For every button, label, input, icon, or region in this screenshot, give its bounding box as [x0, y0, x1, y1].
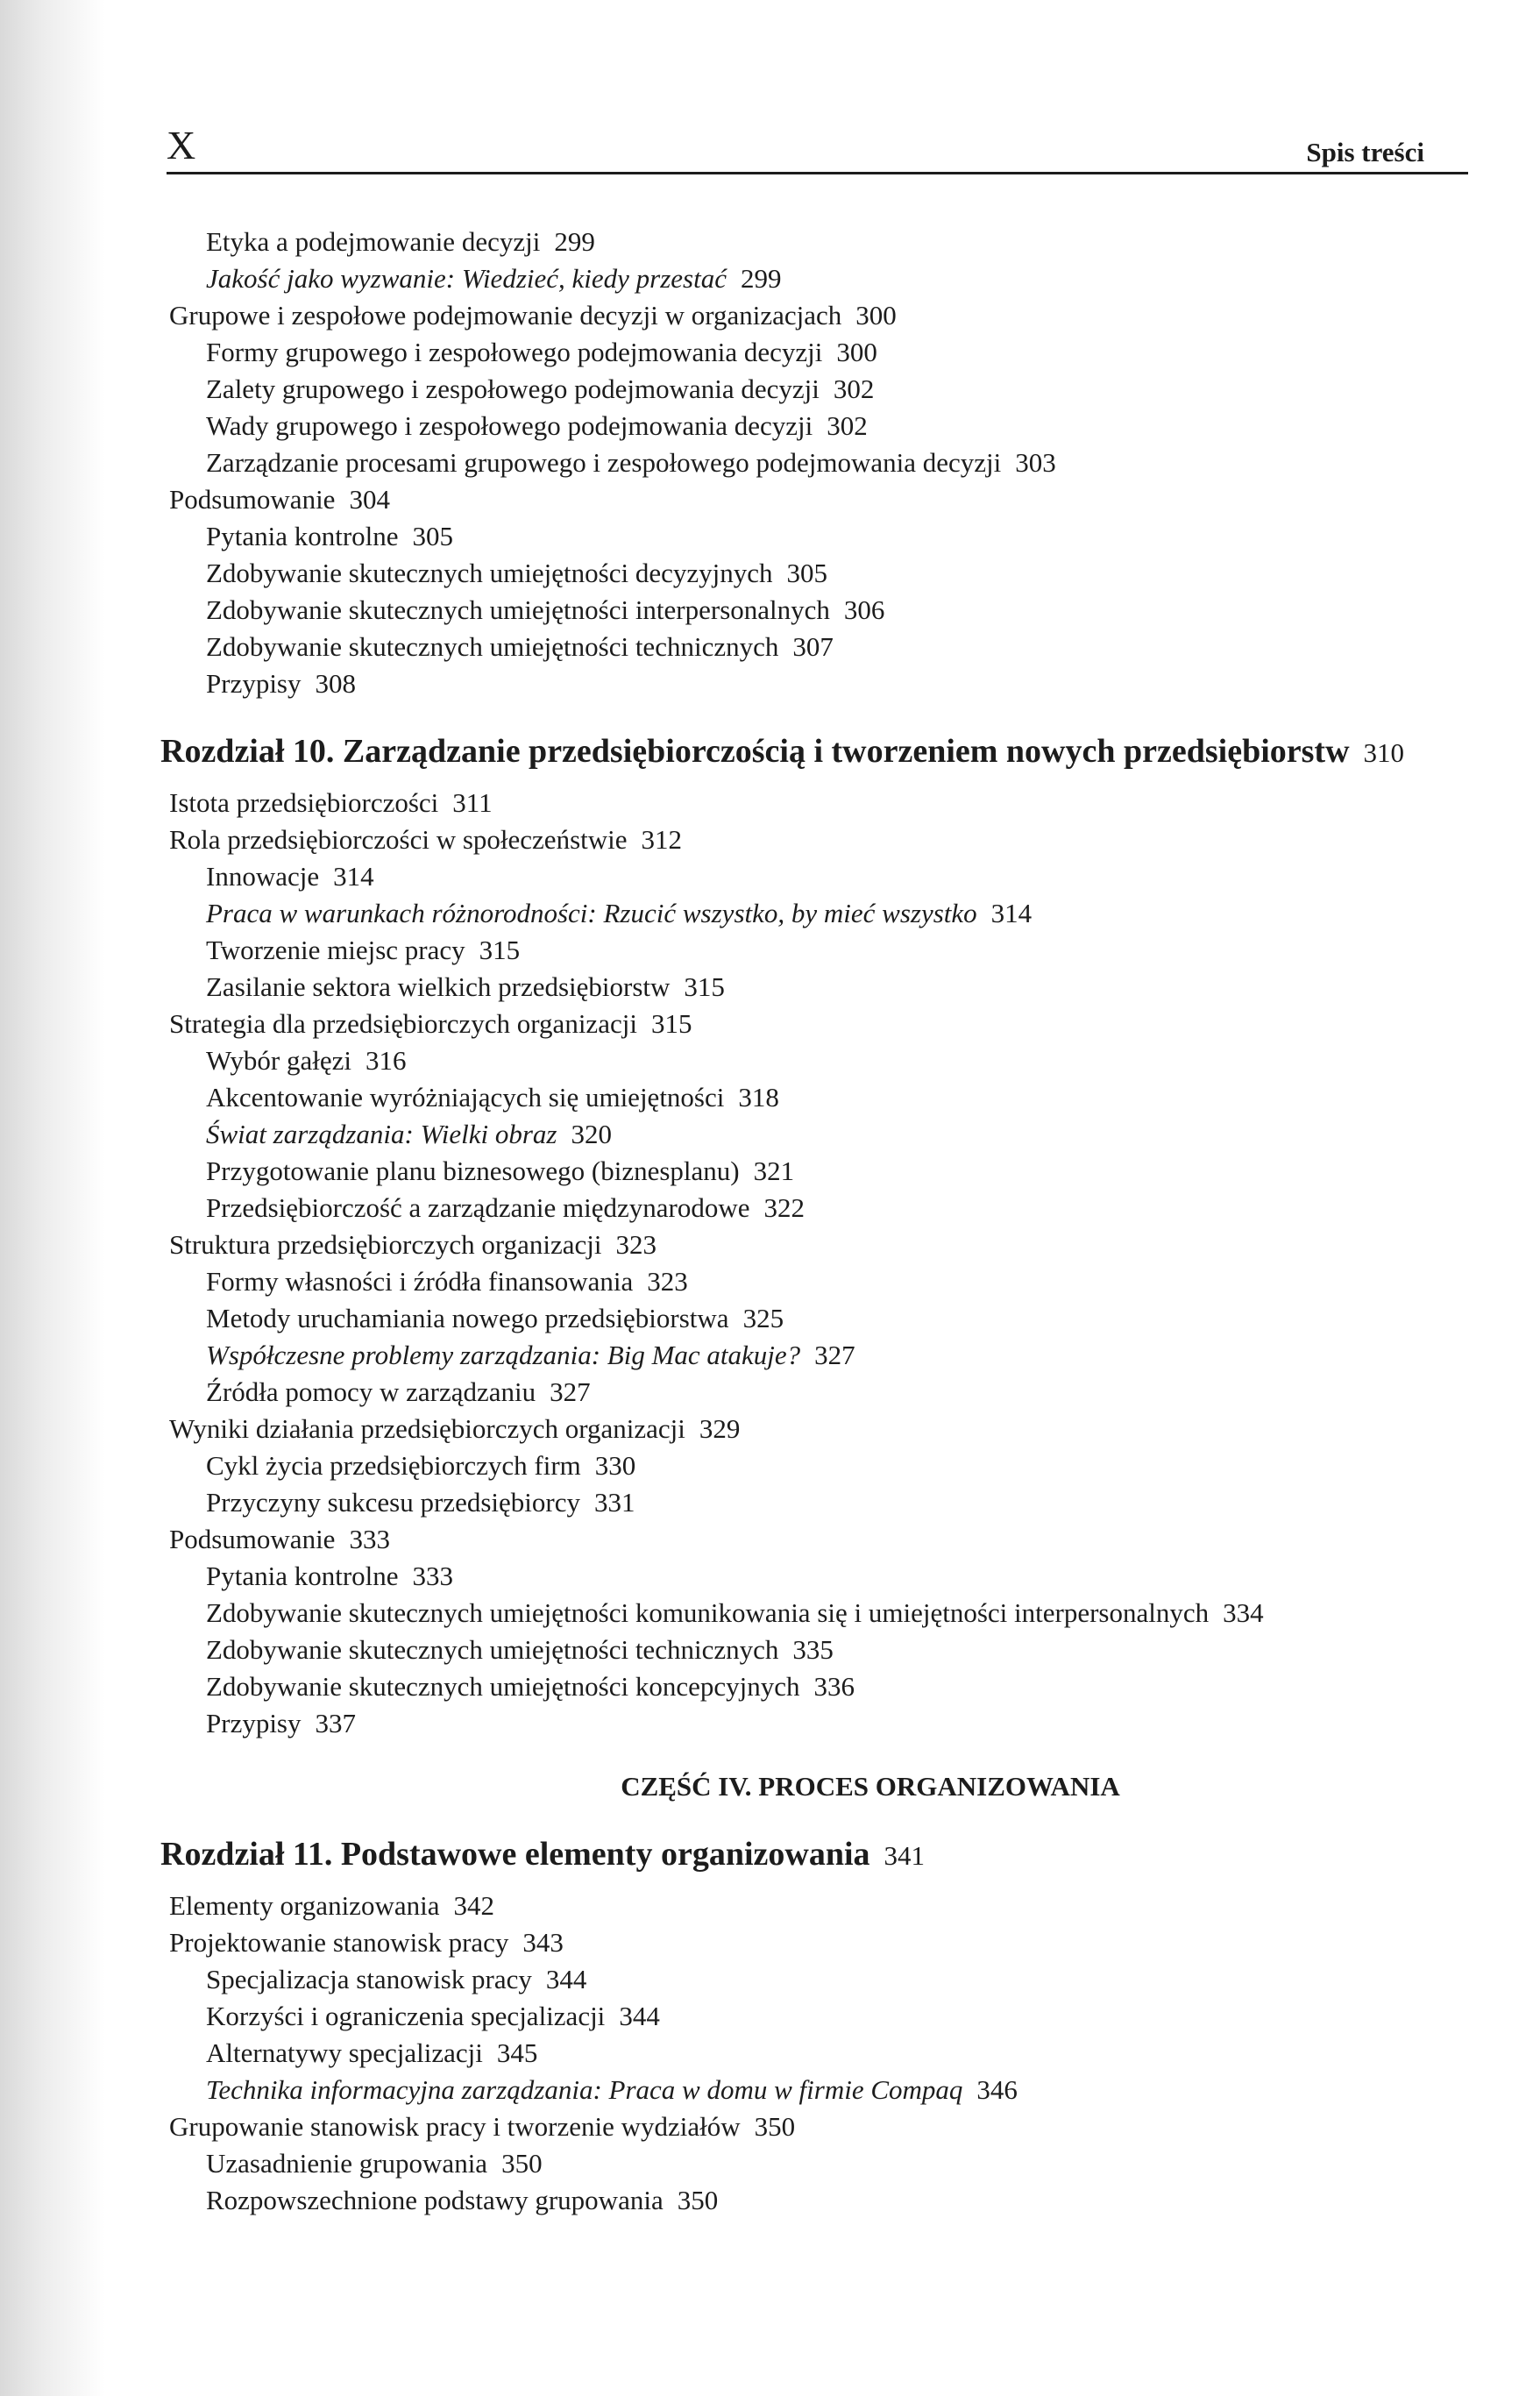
toc-entry-title: Elementy organizowania: [169, 1890, 440, 1921]
toc-entry[interactable]: [160, 1374, 1475, 1411]
toc-entry-title: Cykl życia przedsiębiorczych firm: [206, 1450, 581, 1481]
toc-entry[interactable]: [160, 1558, 1475, 1595]
toc-entry-title: Świat zarządzania: Wielki obraz: [206, 1119, 557, 1149]
toc-entry[interactable]: [160, 1411, 1475, 1447]
toc-entry[interactable]: [160, 1042, 1475, 1079]
toc-entry[interactable]: [160, 297, 1475, 334]
toc-entry[interactable]: [160, 665, 1475, 702]
toc-entry-page: 323: [615, 1229, 657, 1260]
toc-entry-title: Grupowe i zespołowe podejmowanie decyzji w organizacjach: [169, 300, 842, 331]
toc-entry[interactable]: [160, 1521, 1475, 1558]
chapter-title: Rozdział 11. Podstawowe elementy organizowania: [160, 1836, 870, 1873]
toc-entry-title: Wady grupowego i zespołowego podejmowania decyzji: [206, 410, 813, 441]
toc-entry-page: 304: [349, 484, 390, 515]
toc-entry-title: Metody uruchamiania nowego przedsiębiorstwa: [206, 1303, 729, 1333]
toc-entry-page: 312: [641, 824, 683, 855]
toc-entry-page: 337: [315, 1708, 356, 1738]
toc-entry-title: Źródła pomocy w zarządzaniu: [206, 1376, 536, 1407]
toc-entry-title: Podsumowanie: [169, 1524, 336, 1554]
toc-entry[interactable]: [160, 1632, 1475, 1668]
toc-entry[interactable]: [160, 1300, 1475, 1337]
toc-entry-title: Zdobywanie skutecznych umiejętności technicznych: [206, 1634, 779, 1665]
toc-entry[interactable]: [160, 1668, 1475, 1705]
toc-entry[interactable]: [160, 1006, 1475, 1042]
toc-entry-page: 311: [452, 787, 493, 818]
toc-entry-page: 307: [792, 631, 834, 662]
scan-shadow: [0, 0, 105, 2396]
toc-entry-title: Specjalizacja stanowisk pracy: [206, 1964, 532, 1994]
toc-entry-page: 305: [786, 558, 827, 588]
toc-entry[interactable]: [160, 444, 1475, 481]
toc-entry-title: Zdobywanie skutecznych umiejętności interpersonalnych: [206, 594, 830, 625]
toc-entry-page: 330: [594, 1450, 636, 1481]
running-title: Spis treści: [1306, 137, 1424, 167]
toc-entry-title: Rozpowszechnione podstawy grupowania: [206, 2185, 664, 2215]
toc-entry[interactable]: [160, 555, 1475, 592]
toc-entry-page: 346: [976, 2074, 1018, 2105]
toc-entry-page: 321: [753, 1155, 795, 1186]
toc-entry-page: 333: [412, 1561, 454, 1591]
toc-entry-title: Tworzenie miejsc pracy: [206, 935, 465, 965]
toc-entry[interactable]: [160, 895, 1475, 932]
toc-entry-title: Pytania kontrolne: [206, 521, 399, 551]
toc-entry[interactable]: [160, 1079, 1475, 1116]
toc-entry-title: Wybór gałęzi: [206, 1045, 351, 1076]
toc-entry-title: Zalety grupowego i zespołowego podejmowania decyzji: [206, 373, 820, 404]
toc-entry-title: Uzasadnienie grupowania: [206, 2148, 488, 2179]
toc-entry-title: Jakość jako wyzwanie: Wiedzieć, kiedy przestać: [206, 263, 727, 294]
toc-entry-page: 335: [792, 1634, 834, 1665]
toc-entry[interactable]: [160, 1998, 1475, 2035]
toc-entry-page: 315: [479, 935, 521, 965]
toc-entry-page: 315: [684, 971, 725, 1002]
chapter-heading[interactable]: [160, 1831, 1475, 1879]
toc-entry-title: Zasilanie sektora wielkich przedsiębiorstw: [206, 971, 671, 1002]
toc-entry[interactable]: [160, 1705, 1475, 1742]
toc-entry[interactable]: [160, 260, 1475, 297]
toc-entry[interactable]: [160, 2182, 1475, 2219]
toc-entry-title: Przypisy: [206, 668, 302, 699]
toc-entry[interactable]: [160, 1484, 1475, 1521]
toc-entry-title: Zdobywanie skutecznych umiejętności koncepcyjnych: [206, 1671, 800, 1702]
toc-entry-title: Technika informacyjna zarządzania: Praca w domu w firmie Compaq: [206, 2074, 963, 2105]
toc-entry[interactable]: [160, 2072, 1475, 2108]
toc-entry-page: 342: [453, 1890, 494, 1921]
toc-entry-title: Przedsiębiorczość a zarządzanie międzynarodowe: [206, 1192, 750, 1223]
toc-entry-title: Grupowanie stanowisk pracy i tworzenie wydziałów: [169, 2111, 741, 2142]
toc-entry-page: 299: [740, 263, 782, 294]
toc-entry-page: 314: [333, 861, 374, 892]
toc-entry[interactable]: [160, 932, 1475, 969]
part-heading: CZĘŚĆ IV. PROCES ORGANIZOWANIA: [621, 1771, 1120, 1802]
toc-entry-title: Alternatywy specjalizacji: [206, 2037, 483, 2068]
toc-entry-page: 300: [855, 300, 897, 331]
toc-entry[interactable]: [160, 1153, 1475, 1190]
toc-entry[interactable]: [160, 2108, 1475, 2145]
toc-entry-page: 331: [593, 1487, 635, 1518]
toc-entry-title: Zdobywanie skutecznych umiejętności komunikowania się i umiejętności interpersonalnych: [206, 1597, 1210, 1628]
toc-entry-page: 323: [647, 1266, 688, 1297]
toc-entry-title: Akcentowanie wyróżniających się umiejętności: [206, 1082, 725, 1113]
toc-entry[interactable]: [160, 785, 1475, 821]
toc-entry-title: Formy grupowego i zespołowego podejmowania decyzji: [206, 337, 823, 367]
toc-entry-title: Korzyści i ograniczenia specjalizacji: [206, 2001, 606, 2031]
toc-entry-title: Struktura przedsiębiorczych organizacji: [169, 1229, 602, 1260]
toc-entry-page: 322: [763, 1192, 805, 1223]
toc-entry-title: Zdobywanie skutecznych umiejętności technicznych: [206, 631, 779, 662]
chapter-page-number: 310: [1363, 737, 1405, 768]
toc-entry[interactable]: [160, 1190, 1475, 1226]
toc-entry[interactable]: [160, 969, 1475, 1006]
header-rule: [167, 172, 1468, 174]
toc-entry-page: 343: [522, 1927, 564, 1958]
toc-entry-page: 325: [742, 1303, 784, 1333]
page-header: [167, 123, 1468, 175]
toc-entry[interactable]: [160, 1924, 1475, 1961]
toc-entry[interactable]: [160, 2145, 1475, 2182]
toc-entry-page: 334: [1223, 1597, 1264, 1628]
chapter-page-number: 341: [884, 1840, 926, 1871]
toc-entry-title: Formy własności i źródła finansowania: [206, 1266, 634, 1297]
toc-entry-page: 350: [501, 2148, 543, 2179]
page-number: X: [167, 123, 196, 167]
toc-entry[interactable]: [160, 224, 1475, 260]
toc-entry[interactable]: [160, 1888, 1475, 1924]
toc-entry-page: 336: [813, 1671, 855, 1702]
toc-entry-title: Współczesne problemy zarządzania: Big Mac atakuje?: [206, 1340, 801, 1370]
toc-entry-title: Istota przedsiębiorczości: [169, 787, 439, 818]
toc-entry-page: 302: [827, 410, 868, 441]
toc-entry-title: Wyniki działania przedsiębiorczych organizacji: [169, 1413, 685, 1444]
toc-entry[interactable]: [160, 1447, 1475, 1484]
toc-entry-title: Zdobywanie skutecznych umiejętności decyzyjnych: [206, 558, 773, 588]
toc-entry-page: 327: [814, 1340, 855, 1370]
chapter-heading[interactable]: [160, 729, 1475, 776]
toc-entry-title: Przyczyny sukcesu przedsiębiorcy: [206, 1487, 580, 1518]
toc-entry[interactable]: [160, 481, 1475, 518]
toc-entry-page: 314: [990, 898, 1033, 928]
toc-entry-page: 302: [833, 373, 875, 404]
toc-entry-page: 327: [550, 1376, 591, 1407]
toc-entry-page: 300: [836, 337, 877, 367]
toc-entry-title: Etyka a podejmowanie decyzji: [206, 226, 541, 257]
toc-entry-page: 344: [619, 2001, 660, 2031]
toc-entry-title: Pytania kontrolne: [206, 1561, 399, 1591]
toc-entry-title: Innowacje: [206, 861, 320, 892]
toc-entry[interactable]: [160, 821, 1475, 858]
toc-entry-page: 318: [738, 1082, 779, 1113]
table-of-contents: [160, 224, 1475, 2219]
toc-entry[interactable]: [160, 629, 1475, 665]
toc-entry[interactable]: [160, 1263, 1475, 1300]
toc-entry[interactable]: [160, 518, 1475, 555]
toc-entry-title: Przypisy: [206, 1708, 302, 1738]
toc-entry-page: 303: [1015, 447, 1056, 478]
toc-entry[interactable]: [160, 1116, 1475, 1153]
toc-entry-page: 320: [571, 1119, 612, 1149]
toc-entry-page: 306: [843, 594, 885, 625]
toc-entry[interactable]: [160, 371, 1475, 408]
toc-entry[interactable]: [160, 1595, 1475, 1632]
toc-entry[interactable]: [160, 2035, 1475, 2072]
toc-entry-page: 316: [365, 1045, 407, 1076]
toc-entry[interactable]: [160, 334, 1475, 371]
toc-entry-page: 344: [545, 1964, 587, 1994]
toc-entry[interactable]: [160, 858, 1475, 895]
toc-entry-page: 345: [496, 2037, 538, 2068]
toc-entry-page: 350: [677, 2185, 719, 2215]
toc-entry-page: 315: [650, 1008, 692, 1039]
toc-entry[interactable]: [160, 408, 1475, 444]
toc-entry-page: 299: [554, 226, 595, 257]
toc-entry-title: Przygotowanie planu biznesowego (biznesplanu): [206, 1155, 740, 1186]
toc-entry-title: Zarządzanie procesami grupowego i zespołowego podejmowania decyzji: [206, 447, 1002, 478]
toc-entry[interactable]: [160, 1337, 1475, 1374]
toc-entry-title: Podsumowanie: [169, 484, 336, 515]
toc-entry-title: Praca w warunkach różnorodności: Rzucić wszystko, by mieć wszystko: [206, 898, 977, 928]
toc-entry-title: Rola przedsiębiorczości w społeczeństwie: [169, 824, 628, 855]
toc-entry-page: 329: [699, 1413, 741, 1444]
toc-entry[interactable]: [160, 592, 1475, 629]
toc-entry[interactable]: [160, 1961, 1475, 1998]
chapter-title: Rozdział 10. Zarządzanie przedsiębiorczością i tworzeniem nowych przedsiębiorstw: [160, 733, 1350, 770]
toc-entry-page: 305: [412, 521, 454, 551]
toc-entry-page: 333: [349, 1524, 390, 1554]
toc-entry-page: 308: [315, 668, 356, 699]
toc-entry-title: Projektowanie stanowisk pracy: [169, 1927, 509, 1958]
toc-entry[interactable]: [160, 1226, 1475, 1263]
toc-entry-page: 350: [754, 2111, 796, 2142]
toc-entry-title: Strategia dla przedsiębiorczych organizacji: [169, 1008, 637, 1039]
